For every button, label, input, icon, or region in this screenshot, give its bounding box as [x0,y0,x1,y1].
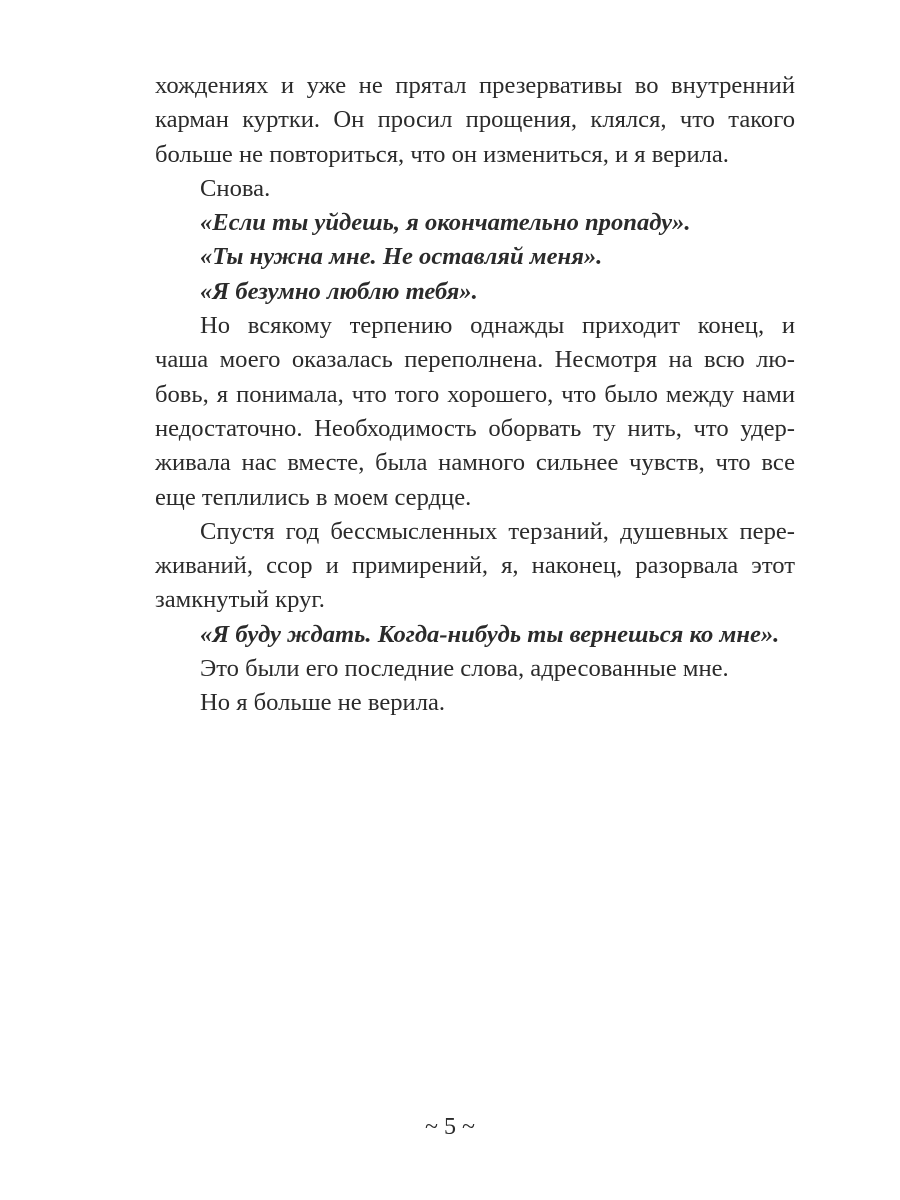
text-line: замкнутый круг. [155,586,325,614]
quote-line: «Если ты уйдешь, я окончательно пропаду». [200,209,691,237]
text-line: еще теплились в моем сердце. [155,483,472,511]
body-text [155,69,795,721]
text-line: Снова. [200,174,271,202]
text-line: Спустя год бессмысленных терзаний, душевных пере- [200,517,795,545]
text-line: карман куртки. Он просил прощения, клялся, что такого [155,106,795,134]
text-line: бовь, я понимала, что того хорошего, что было между нами [155,380,795,408]
text-line: больше не повториться, что он измениться, и я верила. [155,140,729,168]
text-line: Но я больше не верила. [200,689,446,717]
text-line: живаний, ссор и примирений, я, наконец, разорвала этот [155,552,795,580]
page-number: ~ 5 ~ [425,1114,475,1140]
quote-line: «Я буду ждать. Когда-нибудь ты вернешься ко мне». [200,620,780,648]
text-line: Это были его последние слова, адресованные мне. [200,655,729,683]
text-line: недостаточно. Необходимость оборвать ту нить, что удер- [155,414,795,442]
quote-line: «Ты нужна мне. Не оставляй меня». [200,243,603,271]
quote-line: «Я безумно люблю тебя». [200,277,478,305]
text-line: чаша моего оказалась переполнена. Несмотря на всю лю- [155,346,795,374]
text-line: хождениях и уже не прятал презервативы во внутренний [155,72,795,99]
text-line: Но всякому терпению однажды приходит конец, и [200,312,795,340]
text-line: живала нас вместе, была намного сильнее чувств, что все [155,449,795,477]
